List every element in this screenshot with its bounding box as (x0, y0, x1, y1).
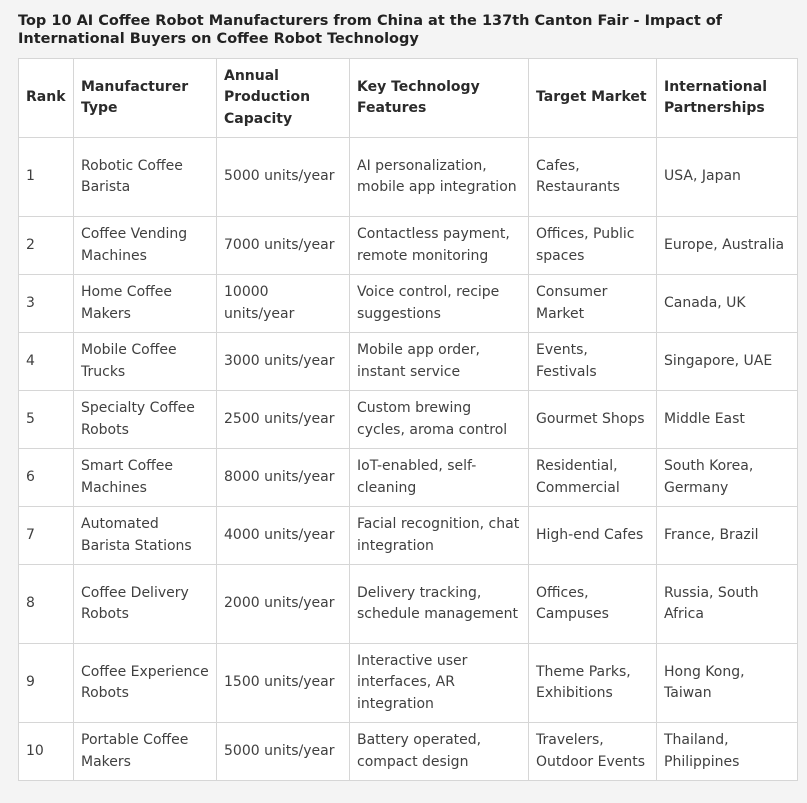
table-row (19, 138, 798, 217)
cell-technology-features: Delivery tracking, schedule management (350, 565, 529, 644)
cell-manufacturer-type: Specialty Coffee Robots (74, 391, 217, 449)
cell-target-market: Gourmet Shops (529, 391, 657, 449)
cell-partnerships: USA, Japan (657, 138, 798, 217)
cell-rank: 6 (19, 449, 74, 507)
cell-technology-features: AI personalization, mobile app integration (350, 138, 529, 217)
cell-manufacturer-type: Robotic Coffee Barista (74, 138, 217, 217)
cell-rank: 1 (19, 138, 74, 217)
cell-target-market: High-end Cafes (529, 507, 657, 565)
cell-manufacturer-type: Coffee Experience Robots (74, 644, 217, 723)
cell-target-market: Offices, Campuses (529, 565, 657, 644)
header-technology-features: Key Technology Features (350, 59, 529, 138)
table-row (19, 723, 798, 781)
cell-production-capacity: 5000 units/year (217, 723, 350, 781)
cell-partnerships: Thailand, Philippines (657, 723, 798, 781)
cell-target-market: Offices, Public spaces (529, 217, 657, 275)
cell-manufacturer-type: Home Coffee Makers (74, 275, 217, 333)
cell-production-capacity: 5000 units/year (217, 138, 350, 217)
cell-partnerships: South Korea, Germany (657, 449, 798, 507)
cell-partnerships: Singapore, UAE (657, 333, 798, 391)
header-target-market: Target Market (529, 59, 657, 138)
cell-production-capacity: 2000 units/year (217, 565, 350, 644)
table-row (19, 333, 798, 391)
cell-rank: 2 (19, 217, 74, 275)
cell-rank: 7 (19, 507, 74, 565)
cell-technology-features: IoT-enabled, self-cleaning (350, 449, 529, 507)
cell-production-capacity: 4000 units/year (217, 507, 350, 565)
cell-target-market: Residential, Commercial (529, 449, 657, 507)
cell-partnerships: Hong Kong, Taiwan (657, 644, 798, 723)
cell-rank: 10 (19, 723, 74, 781)
table-row (19, 644, 798, 723)
table-header-row (19, 59, 798, 138)
cell-manufacturer-type: Automated Barista Stations (74, 507, 217, 565)
table-row (19, 507, 798, 565)
header-production-capacity: Annual Production Capacity (217, 59, 350, 138)
table-row (19, 391, 798, 449)
cell-manufacturer-type: Portable Coffee Makers (74, 723, 217, 781)
cell-partnerships: France, Brazil (657, 507, 798, 565)
cell-technology-features: Contactless payment, remote monitoring (350, 217, 529, 275)
page-title: Top 10 AI Coffee Robot Manufacturers from China at the 137th Canton Fair - Impact of International Buyers on Coffee Robot Technology (18, 13, 723, 47)
cell-technology-features: Voice control, recipe suggestions (350, 275, 529, 333)
cell-manufacturer-type: Mobile Coffee Trucks (74, 333, 217, 391)
cell-rank: 5 (19, 391, 74, 449)
cell-target-market: Consumer Market (529, 275, 657, 333)
cell-target-market: Cafes, Restaurants (529, 138, 657, 217)
cell-production-capacity: 2500 units/year (217, 391, 350, 449)
cell-target-market: Events, Festivals (529, 333, 657, 391)
cell-technology-features: Interactive user interfaces, AR integration (350, 644, 529, 723)
cell-technology-features: Mobile app order, instant service (350, 333, 529, 391)
header-rank: Rank (19, 59, 74, 138)
cell-production-capacity: 8000 units/year (217, 449, 350, 507)
cell-partnerships: Europe, Australia (657, 217, 798, 275)
cell-rank: 3 (19, 275, 74, 333)
cell-technology-features: Custom brewing cycles, aroma control (350, 391, 529, 449)
header-partnerships: International Partnerships (657, 59, 798, 138)
cell-rank: 4 (19, 333, 74, 391)
table-row (19, 275, 798, 333)
manufacturers-table (18, 58, 798, 781)
cell-technology-features: Facial recognition, chat integration (350, 507, 529, 565)
cell-rank: 8 (19, 565, 74, 644)
cell-target-market: Travelers, Outdoor Events (529, 723, 657, 781)
table-row (19, 217, 798, 275)
table-row (19, 565, 798, 644)
cell-production-capacity: 7000 units/year (217, 217, 350, 275)
cell-production-capacity: 1500 units/year (217, 644, 350, 723)
table-row (19, 449, 798, 507)
cell-technology-features: Battery operated, compact design (350, 723, 529, 781)
header-manufacturer-type: Manufacturer Type (74, 59, 217, 138)
cell-target-market: Theme Parks, Exhibitions (529, 644, 657, 723)
cell-production-capacity: 10000 units/year (217, 275, 350, 333)
cell-manufacturer-type: Coffee Vending Machines (74, 217, 217, 275)
cell-rank: 9 (19, 644, 74, 723)
cell-manufacturer-type: Coffee Delivery Robots (74, 565, 217, 644)
cell-partnerships: Middle East (657, 391, 798, 449)
cell-production-capacity: 3000 units/year (217, 333, 350, 391)
cell-manufacturer-type: Smart Coffee Machines (74, 449, 217, 507)
cell-partnerships: Canada, UK (657, 275, 798, 333)
cell-partnerships: Russia, South Africa (657, 565, 798, 644)
